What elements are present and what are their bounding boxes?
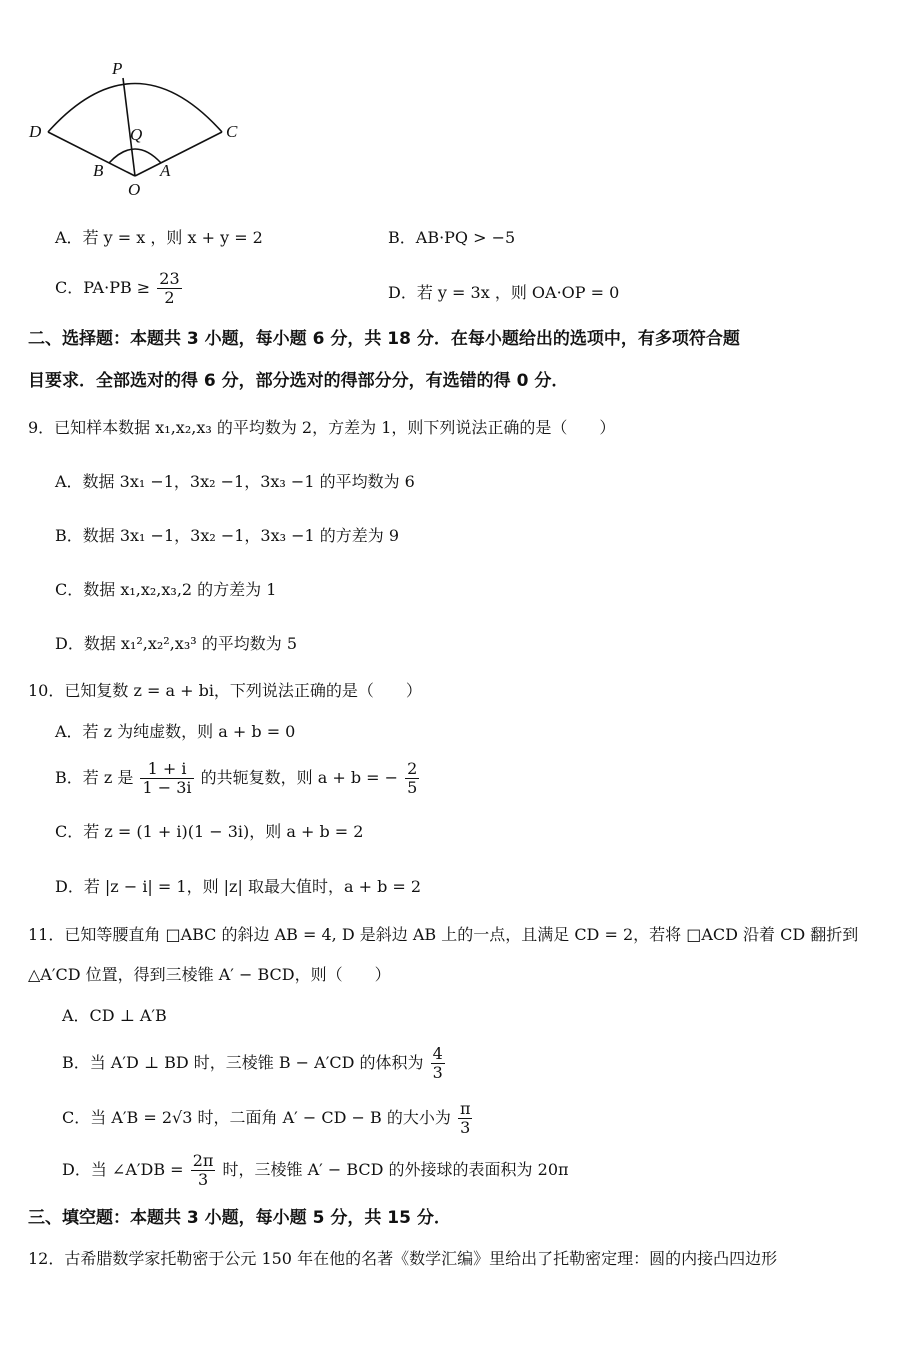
- fraction: $\frac{4}{3}$: [432, 1044, 443, 1082]
- label-C: C: [226, 122, 238, 141]
- section3-heading: 三、填空题：本题共 3 小题，每小题 5 分，共 15 分．: [28, 1208, 451, 1228]
- fraction: $\frac{\pi}{3}$: [459, 1099, 471, 1137]
- q8-option-a: A．若 y = x ，则 x + y = 2: [55, 228, 263, 247]
- fraction: $\frac{23}{2}$: [159, 269, 180, 307]
- q11-option-b: B．当 A′D ⊥ BD 时，三棱锥 B − A′CD 的体积为 $\frac{4}{3}$: [62, 1044, 443, 1082]
- label-A: A: [160, 161, 171, 180]
- q10-option-c: C．若 z = (1 + i)(1 − 3i)，则 a + b = 2: [55, 822, 364, 841]
- q8-option-b: B．AB·PQ > −5: [388, 228, 516, 247]
- q9-option-c: C．数据 x₁,x₂,x₃,2 的方差为 1: [55, 580, 277, 599]
- label-B: B: [93, 161, 104, 180]
- sector-figure: [20, 55, 260, 205]
- q11-stem-line1: 11．已知等腰直角 □ABC 的斜边 AB = 4, D 是斜边 AB 上的一点，且满足 CD = 2，若将 □ACD 沿着 CD 翻折到: [28, 925, 859, 944]
- inner-arc: [109, 149, 161, 163]
- label-Q: Q: [130, 125, 143, 144]
- section2-heading-line1: 二、选择题：本题共 3 小题，每小题 6 分，共 18 分．在每小题给出的选项中，有多项符合题: [28, 329, 740, 349]
- q11-option-c: C．当 A′B = 2√3 时，二面角 A′ − CD − B 的大小为 $\frac{\pi}{3}$: [62, 1099, 471, 1137]
- q11-option-a: A．CD ⊥ A′B: [62, 1006, 167, 1025]
- q9-option-b: B．数据 3x₁ −1，3x₂ −1，3x₃ −1 的方差为 9: [55, 526, 400, 545]
- q9-stem: 9．已知样本数据 x₁,x₂,x₃ 的平均数为 2，方差为 1，则下列说法正确的是（ ）: [28, 418, 616, 437]
- q8-option-c: C．PA·PB ≥ $\frac{23}{2}$: [55, 269, 180, 307]
- label-O: O: [128, 180, 141, 199]
- label-P: P: [112, 59, 123, 78]
- fraction: $\frac{1 + i}{1 - 3i}$: [142, 759, 192, 797]
- fraction: $\frac{2\pi}{3}$: [192, 1151, 214, 1189]
- q11-stem-line2: △A′CD 位置，得到三棱锥 A′ − BCD，则（ ）: [28, 965, 391, 984]
- label-D: D: [29, 122, 42, 141]
- segment-OC: [135, 132, 222, 176]
- segment-OD: [48, 132, 135, 176]
- q9-option-a: A．数据 3x₁ −1，3x₂ −1，3x₃ −1 的平均数为 6: [55, 472, 415, 491]
- q10-option-d: D．若 |z − i| = 1，则 |z| 取最大值时，a + b = 2: [55, 877, 422, 896]
- q10-option-a: A．若 z 为纯虚数，则 a + b = 0: [55, 722, 296, 741]
- q10-option-b: B．若 z 是 $\frac{1 + i}{1 - 3i}$ 的共轭复数，则 a + b = − $\frac{2}{5}$: [55, 759, 418, 797]
- q10-stem: 10．已知复数 z = a + bi，下列说法正确的是（ ）: [28, 681, 422, 700]
- section2-heading-line2: 目要求．全部选对的得 6 分，部分选对的得部分分，有选错的得 0 分．: [28, 371, 569, 391]
- q12-stem: 12．古希腊数学家托勒密于公元 150 年在他的名著《数学汇编》里给出了托勒密定理：圆的内接凸四边形: [28, 1249, 778, 1268]
- q9-option-d: D．数据 x₁²,x₂²,x₃³ 的平均数为 5: [55, 634, 297, 653]
- fraction: $\frac{2}{5}$: [407, 759, 418, 797]
- q11-option-d: D．当 ∠A′DB = $\frac{2\pi}{3}$ 时，三棱锥 A′ − BCD 的外接球的表面积为 20π: [62, 1151, 569, 1189]
- q8-option-d: D．若 y = 3x ，则 OA·OP = 0: [388, 283, 620, 302]
